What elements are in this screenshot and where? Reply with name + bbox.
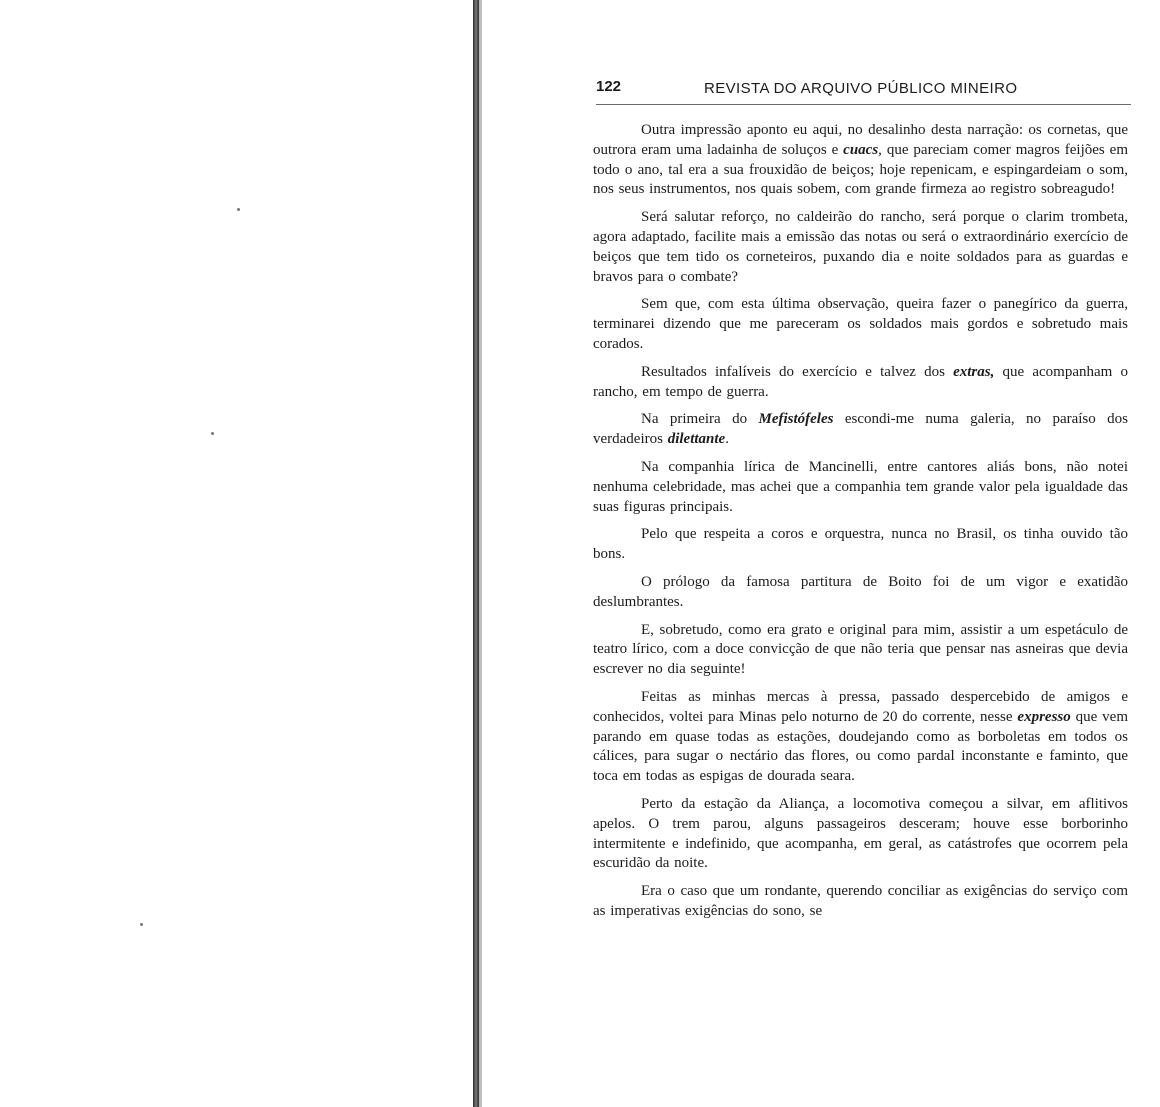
body-paragraph bbox=[593, 121, 1128, 200]
page-number: 122 bbox=[596, 78, 622, 95]
text-run: Na primeira do bbox=[641, 411, 759, 428]
body-paragraph bbox=[593, 363, 1128, 403]
text-run: E, sobretudo, como era grato e original para mim, assistir a um espetáculo de teatro lírico, com a doce convicção de que não teria que pensar nas asneiras que devia escrever no dia seguinte! bbox=[593, 621, 1128, 678]
italic-term: Mefistófeles bbox=[758, 411, 834, 428]
body-paragraph bbox=[593, 458, 1128, 517]
text-run: ção: os cornetas, que outrora eram uma ladainha de soluços e bbox=[593, 122, 1128, 158]
book-spine-shadow bbox=[479, 0, 482, 1107]
text-run: Pelo que respeita a coros e orquestra, nunca no Brasil, os tinha ouvido tão bons. bbox=[593, 526, 1128, 563]
text-run: Perto da estação da Aliança, a locomotiva começou a silvar, em aflitivos apelos. O trem parou, alguns passageiros desceram; houve esse borborinho intermitente e indefinido, que acompanha, em geral, as catástrofes que ocorrem pela escuridão da noite. bbox=[593, 795, 1128, 872]
body-paragraph bbox=[593, 688, 1128, 787]
text-run: . bbox=[725, 431, 729, 448]
text-run: que acompanham o rancho, em tempo de guerra. bbox=[593, 363, 1128, 400]
body-paragraph bbox=[593, 882, 1128, 922]
italic-term: expresso bbox=[1017, 708, 1071, 725]
body-paragraph bbox=[593, 295, 1128, 354]
text-run: Era o caso que um rondante, querendo conciliar as exigências do serviço com as imperativas exigências do sono, se bbox=[593, 883, 1128, 919]
body-paragraph bbox=[593, 410, 1128, 450]
page-speck bbox=[211, 432, 214, 435]
italic-term: dilettante bbox=[667, 431, 726, 448]
body-paragraph bbox=[593, 573, 1128, 613]
text-run: Outra impressão aponto eu aqui, no desalinho desta narra bbox=[641, 122, 999, 138]
text-run: Na companhia lírica de Mancinelli, entre cantores aliás bons, não notei nenhuma celebridade, mas achei que a companhia tem grande valor pela igualdade das suas figuras principais. bbox=[593, 458, 1128, 515]
running-title: REVISTA DO ARQUIVO PÚBLICO MINEIRO bbox=[704, 80, 1018, 97]
italic-term: extras, bbox=[953, 363, 995, 380]
text-run: que vem parando em quase todas as estações, doudejando como as borboletas em todos os cálices, para sugar o nectário das flores, ou como pardal inconstante e faminto, que toca em todas as espigas de dourada seara. bbox=[593, 708, 1128, 785]
text-run: Feitas as minhas mercas à pressa, passado despercebido de amigos e conhecidos, voltei para Minas pelo noturno de 20 do corrente, nesse bbox=[593, 688, 1128, 725]
text-run: Resultados infalíveis do exercício e talvez dos bbox=[641, 363, 954, 380]
text-run: Sem que, com esta última observação, queira fazer o panegírico da guerra, terminarei dizendo que me pareceram os soldados mais gordos e sobretudo mais corados. bbox=[593, 296, 1128, 352]
text-run: O prólogo da famosa partitura de Boito foi de um vigor e exatidão deslumbrantes. bbox=[593, 573, 1128, 610]
text-run: Será salutar reforço, no caldeirão do rancho, será porque o clarim trombeta, agora adaptado, facilite mais a emissão das notas ou será o extraordinário exercício de beiços que tem tido os corneteiros, puxando dia e noite soldados para as guardas e bravos para o combate? bbox=[593, 209, 1128, 285]
italic-term: cuacs bbox=[843, 141, 879, 158]
text-run: escondi-me numa galeria, no paraíso dos verdadeiros bbox=[593, 411, 1128, 448]
text-run: , que pareciam comer magros feijões em todo o ano, tal era a sua frouxidão de beiços; hoje repenicam, e espingardeiam o som, nos seus instrumentos, nos quais sobem, com grande firmeza ao registro sobreagudo! bbox=[593, 141, 1128, 198]
page-speck bbox=[237, 208, 240, 211]
body-paragraph bbox=[593, 621, 1128, 680]
body-paragraph bbox=[593, 795, 1128, 874]
page-header bbox=[596, 76, 1131, 105]
body-text bbox=[593, 121, 1128, 922]
page-speck bbox=[140, 923, 143, 926]
body-paragraph bbox=[593, 525, 1128, 565]
body-paragraph bbox=[593, 208, 1128, 287]
